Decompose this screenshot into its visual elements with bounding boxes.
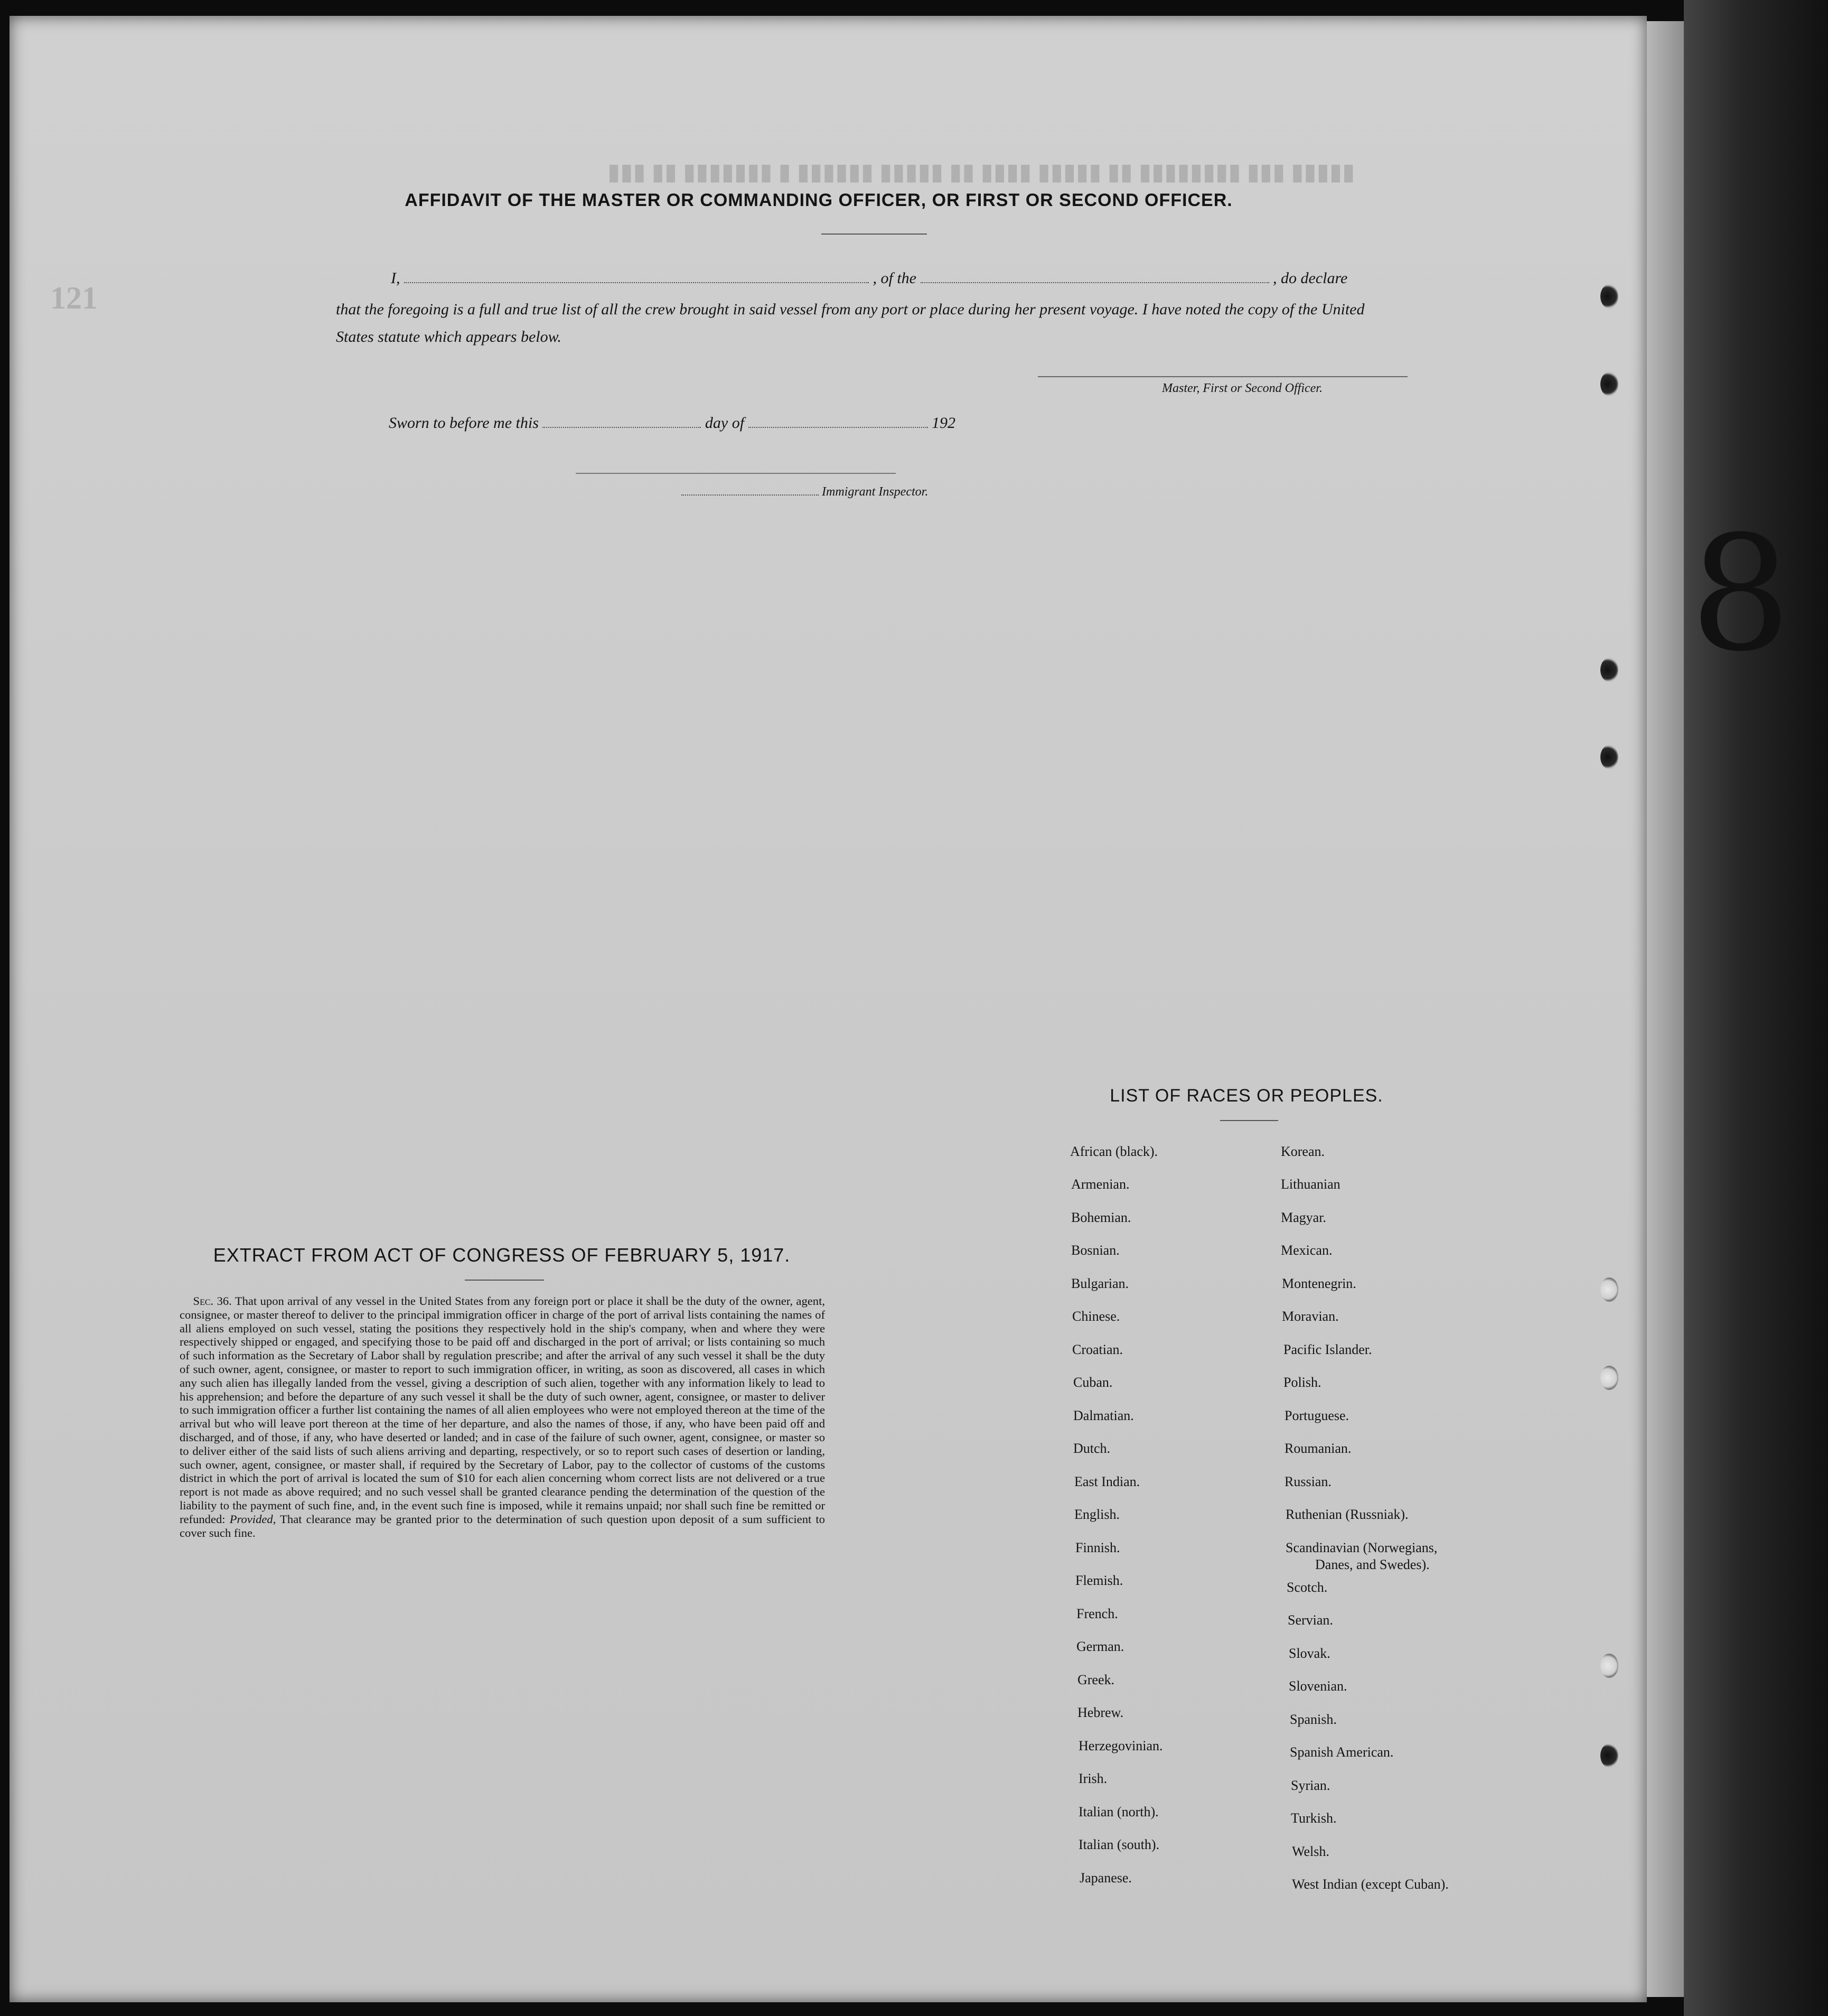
extract-body — [180, 1294, 825, 1539]
race-item: Russian. — [1285, 1474, 1332, 1489]
punch-hole — [1600, 1277, 1618, 1302]
race-item: English. — [1074, 1507, 1120, 1522]
race-item: Japanese. — [1080, 1870, 1132, 1886]
race-item: African (black). — [1070, 1144, 1158, 1159]
declarant-name-blank — [404, 282, 869, 283]
signature-line — [1038, 376, 1408, 377]
race-item: Italian (north). — [1079, 1804, 1159, 1819]
bleed-through-text: ▮▮▮ ▮▮ ▮▮▮▮▮▮▮ ▮ ▮▮▮▮▮▮ ▮▮▮▮▮ ▮▮ ▮▮▮▮ ▮▮▮▮▮ ▮▮ ▮▮▮▮▮▮▮▮ ▮▮▮ ▮▮▮▮▮ — [607, 159, 1355, 185]
race-item: Chinese. — [1072, 1309, 1120, 1324]
race-item: Dutch. — [1073, 1441, 1111, 1456]
declaration-line — [391, 269, 1347, 287]
race-item: Slovenian. — [1289, 1678, 1347, 1694]
sworn-day-label: day of — [705, 414, 745, 432]
punch-hole — [1600, 1743, 1618, 1768]
inspector-label — [681, 485, 928, 499]
race-item: Flemish. — [1075, 1573, 1123, 1588]
race-item: Magyar. — [1281, 1210, 1326, 1225]
race-item: German. — [1076, 1639, 1124, 1654]
races-underline — [1220, 1120, 1278, 1121]
race-item: Scotch. — [1287, 1580, 1328, 1595]
race-item: Bohemian. — [1071, 1210, 1131, 1225]
race-item: Scandinavian (Norwegians, — [1286, 1540, 1438, 1555]
race-item: Finnish. — [1075, 1540, 1120, 1555]
extract-title: EXTRACT FROM ACT OF CONGRESS OF FEBRUARY 5, 1917. — [213, 1244, 791, 1266]
race-item: Italian (south). — [1079, 1837, 1160, 1852]
section-label: Sec. 36. — [193, 1294, 232, 1308]
punch-hole — [1600, 1654, 1618, 1678]
provided-label: Provided, — [229, 1512, 276, 1526]
race-item-continuation: Danes, and Swedes). — [1315, 1557, 1430, 1572]
race-item: Moravian. — [1282, 1309, 1339, 1324]
punch-hole — [1600, 372, 1618, 396]
race-item: Herzegovinian. — [1079, 1738, 1163, 1753]
inspector-label-text: Immigrant Inspector. — [822, 485, 929, 499]
race-item: Ruthenian (Russniak). — [1286, 1507, 1409, 1522]
punch-hole — [1600, 284, 1618, 309]
race-item: Turkish. — [1291, 1810, 1337, 1826]
race-item: Croatian. — [1072, 1342, 1123, 1357]
race-item: Greek. — [1077, 1672, 1115, 1687]
race-item: Bosnian. — [1071, 1243, 1120, 1258]
page-number-bleed: 121 — [50, 281, 98, 315]
sworn-month-blank — [748, 427, 928, 428]
race-item: Korean. — [1281, 1144, 1325, 1159]
title-underline — [821, 234, 927, 235]
race-item: Armenian. — [1071, 1177, 1130, 1192]
race-item: Polish. — [1283, 1375, 1321, 1390]
handwritten-number: 8 — [1690, 502, 1791, 686]
extract-text-part1: That upon arrival of any vessel in the United States from any foreign port or place it shall be the duty of the owner, agent, consignee, or master thereof to deliver to the principal immigration officer in charge of the port of arrival lists containing the names of all aliens employed on such vessel, stating the positions they respectively hold in the ship's company, when and where they were respectively shipped or engaged, and specifying those to be paid off and discharged in the port of arrival; or lists containing so much of such information as the Secretary of Labor shall by regulation prescribe; and after the arrival of any such vessel it shall be the duty of such owner, agent, consignee, or master to report to such immigration officer, in writing, as soon as discovered, all cases in which any such alien has illegally landed from the vessel, giving a description of such alien, together with any information likely to lead to his apprehension; and before the departure of any such vessel it shall be the duty of such owner, agent, consignee, or master to deliver to such immigration officer a further list containing the names of all alien employees who were not employed thereon at the time of the arrival but who will leave port thereon at the time of her departure, and also the names of those, if any, who have been paid off and discharged, and of those, if any, who have deserted or landed; and in case of the failure of such owner, agent, consignee, or master so to deliver either of the said lists of such aliens arriving and departing, respectively, or so to report such cases of desertion or landing, such owner, agent, consignee, or master shall, if required by the Secretary of Labor, pay to the collector of customs of the customs district in which the port of arrival is located the sum of $10 for each alien concerning whom correct lists are not delivered or a true report is not made as above required; and no such vessel shall be granted clearance pending the determination of the question of the liability to the payment of such fine, and, in the event such fine is imposed, while it remains unpaid; nor shall such fine be remitted or refunded: — [180, 1294, 826, 1526]
race-item: Roumanian. — [1285, 1441, 1352, 1456]
binding-strip — [1684, 0, 1828, 2016]
race-item: West Indian (except Cuban). — [1292, 1877, 1449, 1892]
races-title: LIST OF RACES OR PEOPLES. — [1110, 1086, 1383, 1106]
race-item: Servian. — [1288, 1612, 1333, 1628]
inspector-signature-line — [576, 473, 896, 474]
race-item: Montenegrin. — [1282, 1276, 1356, 1291]
sworn-day-blank — [542, 427, 701, 428]
race-item: Bulgarian. — [1071, 1276, 1129, 1291]
sworn-line — [389, 414, 955, 432]
of-the-label: , of the — [873, 269, 916, 287]
race-item: Syrian. — [1291, 1778, 1330, 1793]
punch-hole — [1600, 745, 1618, 769]
race-item: Welsh. — [1292, 1844, 1329, 1859]
race-item: Spanish American. — [1290, 1744, 1394, 1760]
extract-underline — [465, 1280, 544, 1281]
sworn-prefix: Sworn to before me this — [389, 414, 539, 432]
race-item: Pacific Islander. — [1283, 1342, 1372, 1357]
race-item: Mexican. — [1281, 1243, 1333, 1258]
race-item: Spanish. — [1290, 1712, 1337, 1727]
extract-text-part2: That clearance may be granted prior to the determination of such question upon deposit of a sum sufficient to cover such fine. — [180, 1512, 825, 1539]
vessel-name-blank — [921, 282, 1269, 283]
race-item: Slovak. — [1289, 1646, 1330, 1661]
affidavit-statement: that the foregoing is a full and true list of all the crew brought in said vessel from any port or place during her present voyage. I have noted the copy of the United States statute which appears below. — [336, 301, 1365, 346]
page-edge — [1647, 21, 1684, 1997]
race-item: French. — [1076, 1606, 1118, 1621]
declarant-prefix: I, — [391, 269, 400, 287]
race-item: Cuban. — [1073, 1375, 1113, 1390]
race-item: Portuguese. — [1285, 1408, 1349, 1423]
do-declare-label: , do declare — [1273, 269, 1348, 287]
punch-hole — [1600, 658, 1618, 682]
inspector-blank — [681, 494, 819, 496]
signature-label: Master, First or Second Officer. — [1162, 381, 1323, 395]
sworn-year: 192 — [932, 414, 956, 432]
race-item: East Indian. — [1074, 1474, 1140, 1489]
punch-hole — [1600, 1366, 1618, 1390]
affidavit-title: AFFIDAVIT OF THE MASTER OR COMMANDING OFFICER, OR FIRST OR SECOND OFFICER. — [405, 190, 1233, 210]
race-item: Hebrew. — [1077, 1705, 1124, 1720]
race-item: Dalmatian. — [1073, 1408, 1134, 1423]
race-item: Irish. — [1079, 1771, 1108, 1786]
race-item: Lithuanian — [1281, 1177, 1340, 1192]
